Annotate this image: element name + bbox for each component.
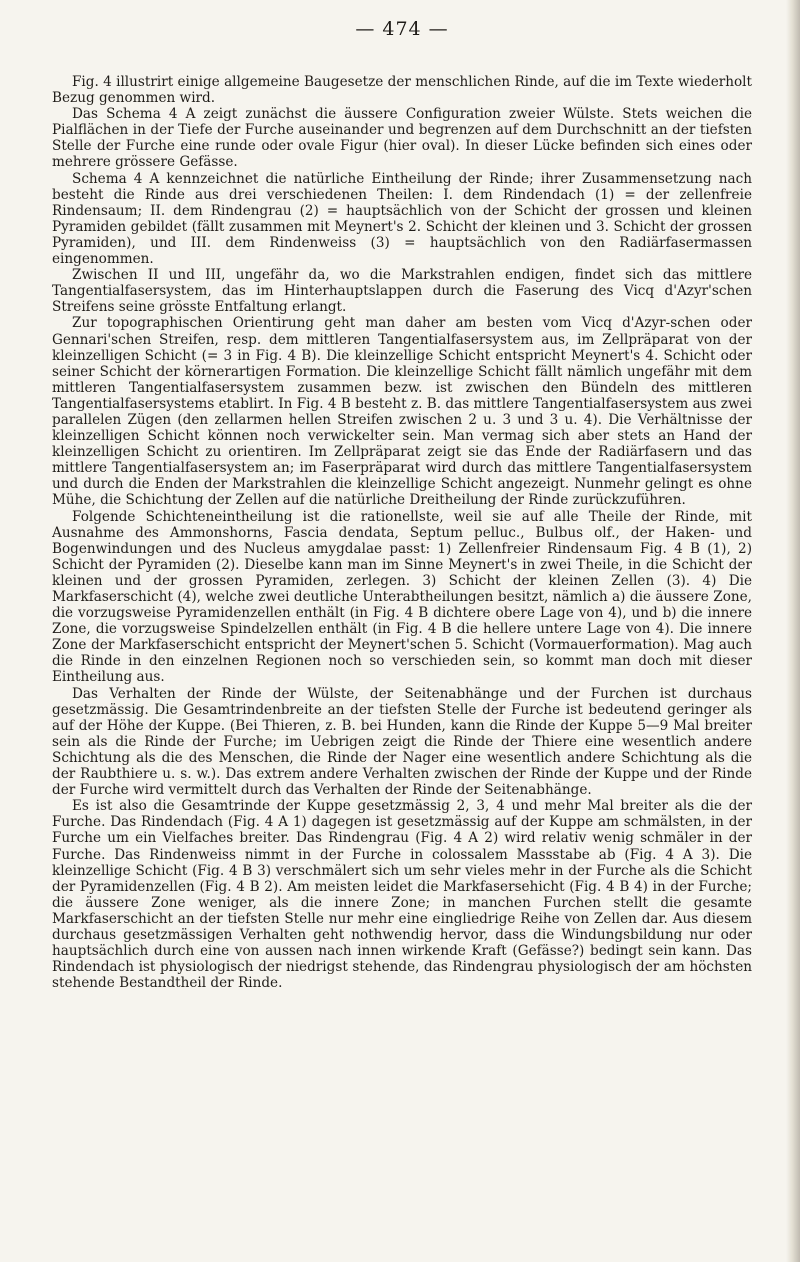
paragraph: Folgende Schichteneintheilung ist die rationellste, weil sie auf alle Theile der Rinde, mit Ausnahme des Ammonshorns, Fascia dendata, Septum pelluc., Bulbus olf., der Haken- und Bogenwindungen und des Nucleus amygdalae passt: 1) Zellenfreier Rindensaum Fig. 4 B (1), 2) Schicht der Pyramiden (2). Dieselbe kann man im Sinne Meynert's in zwei Theile, in die Schicht der kleinen und der grossen Pyramiden, zerlegen. 3) Schicht der kleinen Zellen (3). 4) Die Markfaserschicht (4), welche zwei deutliche Unterabtheilungen besitzt, nämlich a) die äussere Zone, die vorzugsweise Pyramidenzellen enthält (in Fig. 4 B dichtere obere Lage von 4), und b) die innere Zone, die vorzugsweise Spindelzellen enthält (in Fig. 4 B die hellere untere Lage von 4). Die innere Zone der Markfaserschicht entspricht der Meynert'schen 5. Schicht (Vormauerformation). Mag auch die Rinde in den einzelnen Regionen noch so verschieden sein, so kommt man doch mit dieser Eintheilung aus. [52,508,752,686]
page-edge-shadow [786,0,800,1262]
paragraph: Schema 4 A kennzeichnet die natürliche Eintheilung der Rinde; ihrer Zusammensetzung nach besteht die Rinde aus drei verschiedenen Theilen: I. dem Rindendach (1) = der zellenfreie Rindensaum; II. dem Rindengrau (2) = hauptsächlich von der Schicht der grossen und kleinen Pyramiden gebildet (fällt zusammen mit Meynert's 2. Schicht der kleinen und 3. Schicht der grossen Pyramiden), und III. dem Rindenweiss (3) = hauptsächlich von den Radiärfasermassen eingenommen. [52,170,752,268]
body-text [52,74,752,991]
page-number: — 474 — [355,18,449,40]
paragraph: Das Schema 4 A zeigt zunächst die äussere Configuration zweier Wülste. Stets weichen die Pialflächen in der Tiefe der Furche auseinander und begrenzen auf dem Durchschnitt an der tiefsten Stelle der Furche eine runde oder ovale Figur (hier oval). In dieser Lücke befinden sich eines oder mehrere grössere Gefässe. [52,106,752,171]
paragraph: Fig. 4 illustrirt einige allgemeine Baugesetze der menschlichen Rinde, auf die im Texte wiederholt Bezug genommen wird. [52,74,752,107]
paragraph: Zwischen II und III, ungefähr da, wo die Markstrahlen endigen, findet sich das mittlere Tangentialfasersystem, das im Hinterhauptslappen durch die Faserung des Vicq d'Azyr'schen Streifens seine grösste Entfaltung erlangt. [52,267,752,316]
paragraph: Es ist also die Gesamtrinde der Kuppe gesetzmässig 2, 3, 4 und mehr Mal breiter als die der Furche. Das Rindendach (Fig. 4 A 1) dagegen ist gesetzmässig auf der Kuppe am schmälsten, in der Furche um ein Vielfaches breiter. Das Rindengrau (Fig. 4 A 2) wird relativ wenig schmäler in der Furche. Das Rindenweiss nimmt in der Furche in colossalem Massstabe ab (Fig. 4 A 3). Die kleinzellige Schicht (Fig. 4 B 3) verschmälert sich um sehr vieles mehr in der Furche als die Schicht der Pyramidenzellen (Fig. 4 B 2). Am meisten leidet die Markfasersehicht (Fig. 4 B 4) in der Furche; die äussere Zone weniger, als die innere Zone; in manchen Furchen stellt die gesamte Markfaserschicht an der tiefsten Stelle nur mehr eine eingliedrige Reihe von Zellen dar. Aus diesem durchaus gesetzmässigen Verhalten geht nothwendig hervor, dass die Windungsbildung nur oder hauptsächlich durch eine von aussen nach innen wirkende Kraft (Gefässe?) bedingt sein kann. Das Rindendach ist physiologisch der niedrigst stehende, das Rindengrau physiologisch der am höchsten stehende Bestandtheil der Rinde. [52,798,752,992]
paragraph: Das Verhalten der Rinde der Wülste, der Seitenabhänge und der Furchen ist durchaus gesetzmässig. Die Gesamtrindenbreite an der tiefsten Stelle der Furche ist bedeutend geringer als auf der Höhe der Kuppe. (Bei Thieren, z. B. bei Hunden, kann die Rinde der Kuppe 5—9 Mal breiter sein als die Rinde der Furche; im Uebrigen zeigt die Rinde der Thiere eine wesentlich andere Schichtung als die des Menschen, die Rinde der Nager eine wesentlich andere Schichtung als die der Raubthiere u. s. w.). Das extrem andere Verhalten zwischen der Rinde der Kuppe und der Rinde der Furche wird vermittelt durch das Verhalten der Rinde der Seitenabhänge. [52,685,752,799]
document-page [52,0,752,1262]
paragraph: Zur topographischen Orientirung geht man daher am besten vom Vicq d'Azyr-schen oder Gennari'schen Streifen, resp. dem mittleren Tangentialfasersystem aus, im Zellpräparat von der kleinzelligen Schicht (= 3 in Fig. 4 B). Die kleinzellige Schicht entspricht Meynert's 4. Schicht oder seiner Schicht der körnerartigen Formation. Die kleinzellige Schicht fällt nämlich ungefähr mit dem mittleren Tangentialfasersystem zusammen bezw. ist zwischen den Bündeln des mittleren Tangentialfasersystems etablirt. In Fig. 4 B besteht z. B. das mittlere Tangentialfasersystem aus zwei parallelen Zügen (den zellarmen hellen Streifen zwischen 2 u. 3 und 3 u. 4). Die Verhältnisse der kleinzelligen Schicht können noch verwickelter sein. Man vermag sich aber stets an Hand der kleinzelligen Schicht zu orientiren. Im Zellpräparat zeigt sie das Ende der Radiärfasern und das mittlere Tangentialfasersystem an; im Faserpräparat wird durch das mittlere Tangentialfasersystem und durch die Enden der Markstrahlen die kleinzellige Schicht angezeigt. Nunmehr gelingt es ohne Mühe, die Schichtung der Zellen auf die natürliche Dreitheilung der Rinde zurückzuführen. [52,315,752,509]
